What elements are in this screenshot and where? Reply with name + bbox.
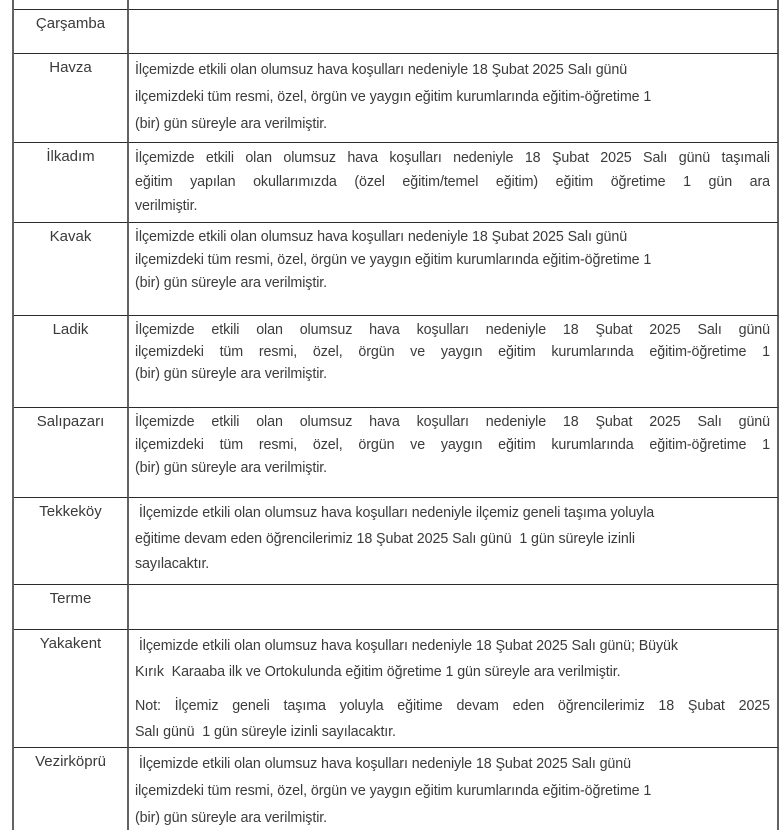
announcement-paragraph [135, 501, 770, 578]
announcement-cell [129, 143, 779, 223]
announcement-line: İlçemizde etkili olan olumsuz hava koşulları nedeniyle 18 Şubat 2025 Salı günü [135, 62, 628, 78]
district-name-cell: Vezirköprü [14, 748, 129, 830]
announcement-line: ilçemizdeki tüm resmi, özel, örgün ve yaygın eğitim kurumlarında eğitim-öğretime 1 [135, 344, 770, 360]
district-name-cell: Yakakent [14, 630, 129, 748]
announcement-line: (bir) gün süreyle ara verilmiştir. [135, 275, 328, 291]
announcement-line: ilçemizdeki tüm resmi, özel, örgün ve yaygın eğitim kurumlarında eğitim-öğretime 1 [135, 437, 770, 453]
district-name-cell [14, 0, 129, 10]
announcement-paragraph [135, 146, 770, 218]
district-name-cell: Ladik [14, 316, 129, 408]
announcement-line: eğitime devam eden öğrencilerimiz 18 Şubat 2025 Salı günü 1 gün süreyle izinli [135, 530, 635, 547]
announcement-cell [129, 630, 779, 748]
announcement-line: Salı günü 1 gün süreyle izinli sayılacaktır. [135, 724, 396, 740]
announcement-line: (bir) gün süreyle ara verilmiştir. [135, 116, 328, 132]
announcement-line: Not: İlçemiz geneli taşıma yoluyla eğitime devam eden öğrencilerimiz 18 Şubat 2025 [135, 698, 770, 714]
announcement-cell [129, 498, 779, 585]
announcement-line: Kırık Karaaba ilk ve Ortokulunda eğitim öğretime 1 gün süreyle ara verilmiştir. [135, 664, 621, 680]
announcement-cell [129, 223, 779, 316]
announcement-line: İlçemizde etkili olan olumsuz hava koşulları nedeniyle ilçemiz geneli taşıma yoluyla [135, 505, 655, 521]
announcement-paragraph [135, 319, 770, 385]
announcement-line: İlçemizde etkili olan olumsuz hava koşulları nedeniyle 18 Şubat 2025 Salı günü [135, 756, 631, 772]
announcement-paragraph [135, 226, 770, 295]
district-name-cell: Havza [14, 54, 129, 143]
announcement-line: (bir) gün süreyle ara verilmiştir. [135, 810, 328, 826]
announcement-line: (bir) gün süreyle ara verilmiştir. [135, 460, 328, 476]
announcement-cell [129, 408, 779, 498]
announcement-line: İlçemizde etkili olan olumsuz hava koşulları nedeniyle 18 Şubat 2025 Salı günü; Büyük [135, 638, 678, 654]
announcement-line: ilçemizdeki tüm resmi, özel, örgün ve yaygın eğitim kurumlarında eğitim-öğretime 1 [135, 89, 652, 105]
district-name-cell: Kavak [14, 223, 129, 316]
announcement-line: (bir) gün süreyle ara verilmiştir. [135, 366, 328, 382]
district-name-cell: Tekkeköy [14, 498, 129, 585]
district-name-cell: Çarşamba [14, 10, 129, 55]
announcement-line: ilçemizdeki tüm resmi, özel, örgün ve yaygın eğitim kurumlarında eğitim-öğretime 1 [135, 252, 652, 268]
announcement-line: İlçemizde etkili olan olumsuz hava koşulları nedeniyle 18 Şubat 2025 Salı günü taşımali [135, 150, 770, 166]
district-name-cell: Terme [14, 585, 129, 630]
district-name-cell: Salıpazarı [14, 408, 129, 498]
announcement-cell [129, 54, 779, 143]
announcement-line: ilçemizdeki tüm resmi, özel, örgün ve yaygın eğitim kurumlarında eğitim-öğretime 1 [135, 783, 652, 799]
announcement-line: İlçemizde etkili olan olumsuz hava koşulları nedeniyle 18 Şubat 2025 Salı günü [135, 229, 628, 245]
announcement-line: İlçemizde etkili olan olumsuz hava koşulları nedeniyle 18 Şubat 2025 Salı günü [135, 322, 770, 338]
announcement-line: eğitim yapılan okullarımızda (özel eğitim/temel eğitim) eğitim öğretime 1 gün ara [135, 174, 770, 190]
announcement-cell [129, 316, 779, 408]
announcement-cell [129, 10, 779, 55]
announcement-paragraph [135, 751, 770, 830]
announcement-cell [129, 0, 779, 10]
announcement-line: verilmiştir. [135, 198, 198, 214]
announcement-paragraph [135, 57, 770, 138]
district-name-cell: İlkadım [14, 143, 129, 223]
announcement-line: sayılacaktır. [135, 556, 210, 572]
announcement-cell [129, 748, 779, 830]
school-closure-table [12, 0, 779, 830]
announcement-paragraph [135, 411, 770, 480]
announcement-cell [129, 585, 779, 630]
announcement-paragraph [135, 693, 770, 745]
announcement-line: İlçemizde etkili olan olumsuz hava koşulları nedeniyle 18 Şubat 2025 Salı günü [135, 414, 770, 430]
announcement-paragraph [135, 633, 770, 685]
